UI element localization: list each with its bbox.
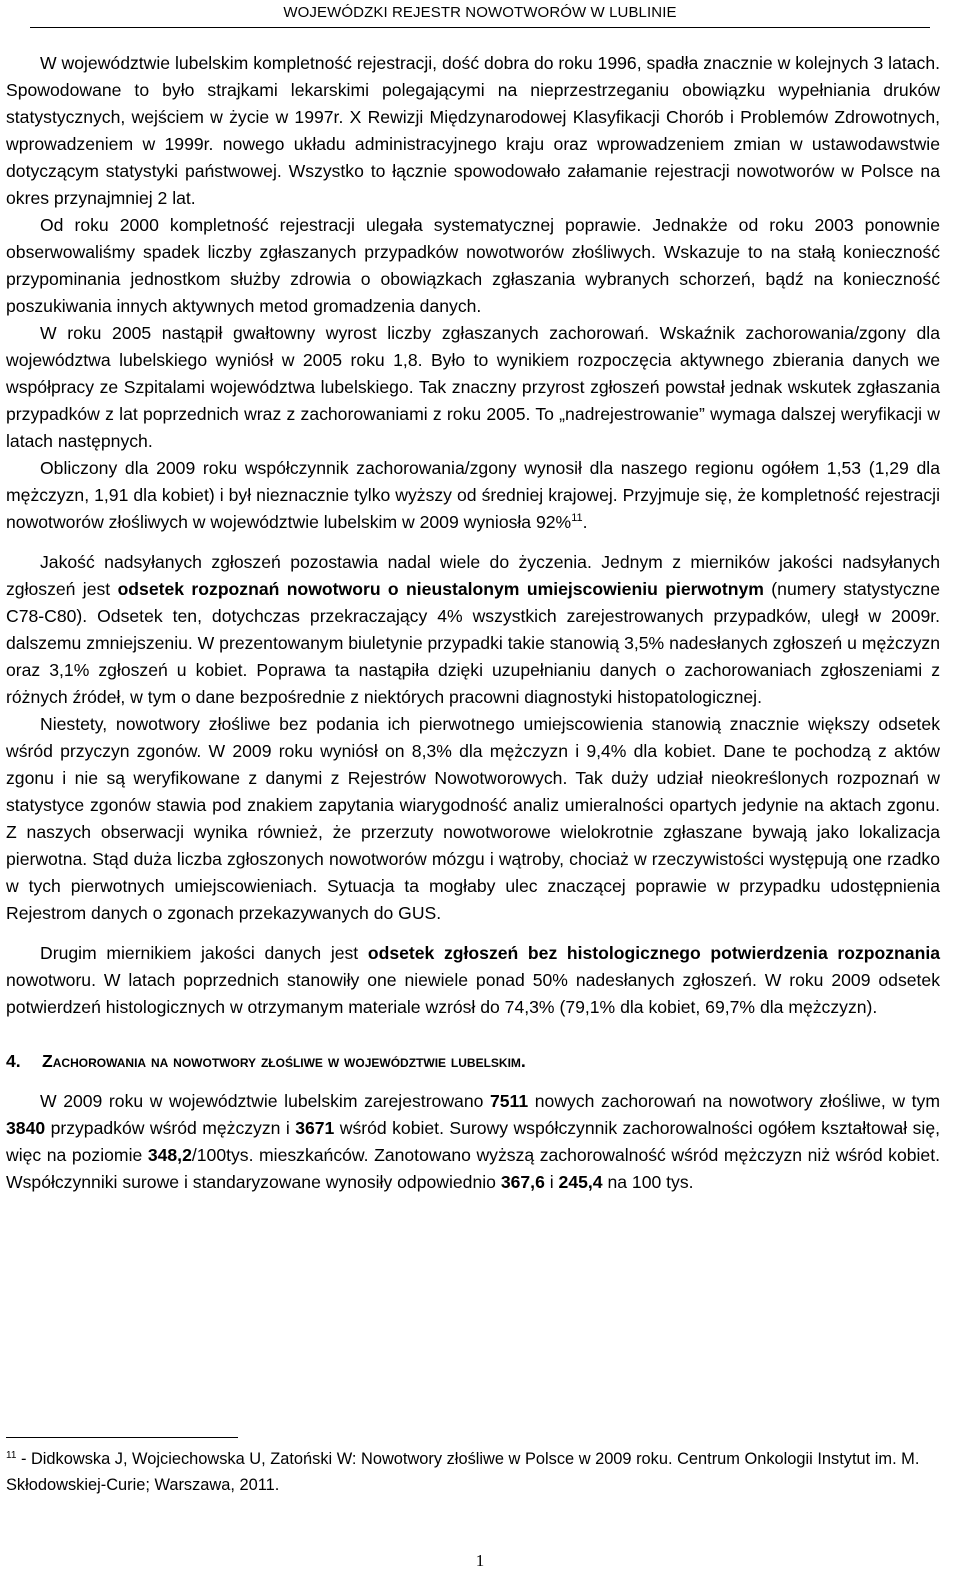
spacer bbox=[6, 927, 940, 940]
paragraph-6: Niestety, nowotwory złośliwe bez podania ich pierwotnego umiejscowienia stanowią znacznie większy odsetek wśród przyczyn zgonów. W 2009 roku wyniósł on 8,3% dla mężczyzn i 9,4% dla kobiet. Dane te pochodzą z aktów zgonu i nie są weryfikowane z danymi z Rejestrów Nowotworowych. Tak duży udział nieokreślonych rozpoznań w statystyce zgonów stawia pod znakiem zapytania wiarygodność analiz umieralności opartych jedynie na aktach zgonu. Z naszych obserwacji wynika również, że przerzuty nowotworowe wielokrotnie zgłaszane bywają jako lokalizacja pierwotna. Stąd duża liczba zgłoszonych nowotworów mózgu i wątroby, chociaż w rzeczywistości występują one rzadko w tych pierwotnych umiejscowieniach. Sytuacja ta mogłaby ulec znaczącej poprawie w przypadku udostępnienia Rejestrom danych o zgonach przekazywanych do GUS. bbox=[6, 714, 940, 923]
paragraph-7-text-a: Drugim miernikiem jakości danych jest bbox=[40, 943, 368, 963]
paragraph-7 bbox=[6, 940, 940, 1021]
paragraph-5-emphasis: odsetek rozpoznań nowotworu o nieustalonym umiejscowieniu pierwotnym bbox=[117, 579, 764, 599]
section-title: Zachorowania na nowotwory złośliwe w województwie lubelskim. bbox=[42, 1051, 526, 1071]
spacer bbox=[6, 1021, 940, 1048]
paragraph-8 bbox=[6, 1088, 940, 1196]
p8-text: /100tys. mieszkańców. Zanotowano wyższą zachorowalność wśród mężczyzn niż wśród kobiet. Współczynniki surowe i standaryzowane wynosiły odpowiednio bbox=[6, 1145, 940, 1192]
footnote-ref: 11 bbox=[571, 512, 583, 524]
paragraph-5 bbox=[6, 549, 940, 711]
paragraph-4-text: Obliczony dla 2009 roku współczynnik zachorowania/zgony wynosił dla naszego regionu ogółem 1,53 (1,29 dla mężczyzn, 1,91 dla kobiet) i był nieznacznie tylko wyższy od średniej krajowej. Przyjmuje się, że kompletność rejestracji nowotworów złośliwych w województwie lubelskim w 2009 wyniosła 92% bbox=[6, 458, 940, 532]
footnote-separator bbox=[6, 1437, 238, 1438]
paragraph-2: Od roku 2000 kompletność rejestracji ulegała systematycznej poprawie. Jednakże od roku 2003 ponownie obserwowaliśmy spadek liczby zgłaszanych przypadków nowotworów złośliwych. Wskazuje to na stałą konieczność przypominania jednostkom służby zdrowia o obowiązkach zgłaszania wybranych schorzeń, bądź na konieczność poszukiwania innych aktywnych metod gromadzenia danych. bbox=[6, 215, 940, 316]
p8-text: i bbox=[544, 1172, 559, 1192]
p8-text: nowych zachorowań na nowotwory złośliwe, w tym bbox=[528, 1091, 940, 1111]
p8-female-cases: 3671 bbox=[295, 1118, 335, 1138]
header-rule bbox=[30, 27, 930, 28]
section-number: 4. bbox=[6, 1051, 21, 1071]
p8-text: przypadków wśród mężczyzn i bbox=[45, 1118, 296, 1138]
page-number: 1 bbox=[475, 1551, 485, 1570]
footnote-number: 11 bbox=[6, 1450, 17, 1461]
paragraph-3: W roku 2005 nastąpił gwałtowny wyrost liczby zgłaszanych zachorowań. Wskaźnik zachorowania/zgony dla województwa lubelskiego wyniósł w 2005 roku 1,8. Było to wynikiem rozpoczęcia aktywnego zbierania danych we współpracy ze Szpitalami województwa lubelskiego. Tak znaczny przyrost zgłoszeń powstał jednak wskutek zgłaszania przypadków z lat poprzednich wraz z zachorowaniami z roku 2005. To „nadrejestrowanie” wymaga dalszej weryfikacji w latach następnych. bbox=[6, 323, 940, 451]
p8-female-rate: 245,4 bbox=[558, 1172, 603, 1192]
paragraph-7-text-b: nowotworu. W latach poprzednich stanowiły one niewiele ponad 50% nadesłanych zgłoszeń. W roku 2009 odsetek potwierdzeń histologicznych w otrzymanym materiale wzrósł do 74,3% (79,1% dla kobiet, 69,7% dla mężczyzn). bbox=[6, 970, 940, 1017]
spacer bbox=[6, 1075, 940, 1088]
p8-text: na 100 tys. bbox=[602, 1172, 694, 1192]
document-body bbox=[6, 50, 940, 1196]
p8-male-cases: 3840 bbox=[6, 1118, 46, 1138]
running-header: WOJEWÓDZKI REJESTR NOWOTWORÓW W LUBLINIE bbox=[283, 4, 677, 21]
paragraph-5-text-b: (numery statystyczne C78-C80). Odsetek ten, dotychczas przekraczający 4% wszystkich zarejestrowanych przypadków, uległ w 2009r. dalszemu zmniejszeniu. W prezentowanym biuletynie przypadki takie stanowią 3,5% nadesłanych zgłoszeń u mężczyzn oraz 3,1% zgłoszeń u kobiet. Poprawa ta nastąpiła dzięki uzupełnianiu danych o zachorowaniach zgłoszeniami z różnych źródeł, w tym o dane bezpośrednie z niektórych pracowni diagnostyki histopatologicznej. bbox=[6, 579, 940, 707]
footnote bbox=[6, 1446, 940, 1498]
section-heading bbox=[6, 1048, 940, 1075]
paragraph-1: W województwie lubelskim kompletność rejestracji, dość dobra do roku 1996, spadła znacznie w kolejnych 3 latach. Spowodowane to było strajkami lekarskimi polegającymi na nieprzestrzeganiu obowiązku wypełniania druków statystycznych, wejściem w życie w 1997r. X Rewizji Międzynarodowej Klasyfikacji Chorób i Problemów Zdrowotnych, wprowadzeniem w 1999r. nowego układu administracyjnego kraju oraz wprowadzeniem zmian w ustawodawstwie dotyczącym statystyki państwowej. Wszystko to łącznie spowodowało załamanie rejestracji nowotworów w Polsce na okres przynajmniej 2 lat. bbox=[6, 53, 940, 208]
p8-male-rate: 367,6 bbox=[500, 1172, 545, 1192]
p8-text: W 2009 roku w województwie lubelskim zarejestrowano bbox=[40, 1091, 490, 1111]
footnote-text: - Didkowska J, Wojciechowska U, Zatoński W: Nowotwory złośliwe w Polsce w 2009 roku. Centrum Onkologii Instytut im. M. Skłodowskiej-Curie; Warszawa, 2011. bbox=[6, 1450, 920, 1494]
paragraph-4 bbox=[6, 455, 940, 536]
p8-total-cases: 7511 bbox=[489, 1091, 529, 1111]
paragraph-5-text-a: Jakość nadsyłanych zgłoszeń pozostawia nadal wiele do życzenia. Jednym z mierników jakości nadsyłanych zgłoszeń jest bbox=[6, 552, 940, 599]
spacer bbox=[6, 536, 940, 549]
p8-crude-rate: 348,2 bbox=[147, 1145, 192, 1165]
paragraph-7-emphasis: odsetek zgłoszeń bez histologicznego potwierdzenia rozpoznania bbox=[367, 943, 940, 963]
paragraph-4-end: . bbox=[582, 512, 588, 532]
p8-text: wśród kobiet. Surowy współczynnik zachorowalności ogółem kształtował się, więc na poziomie bbox=[6, 1118, 941, 1165]
